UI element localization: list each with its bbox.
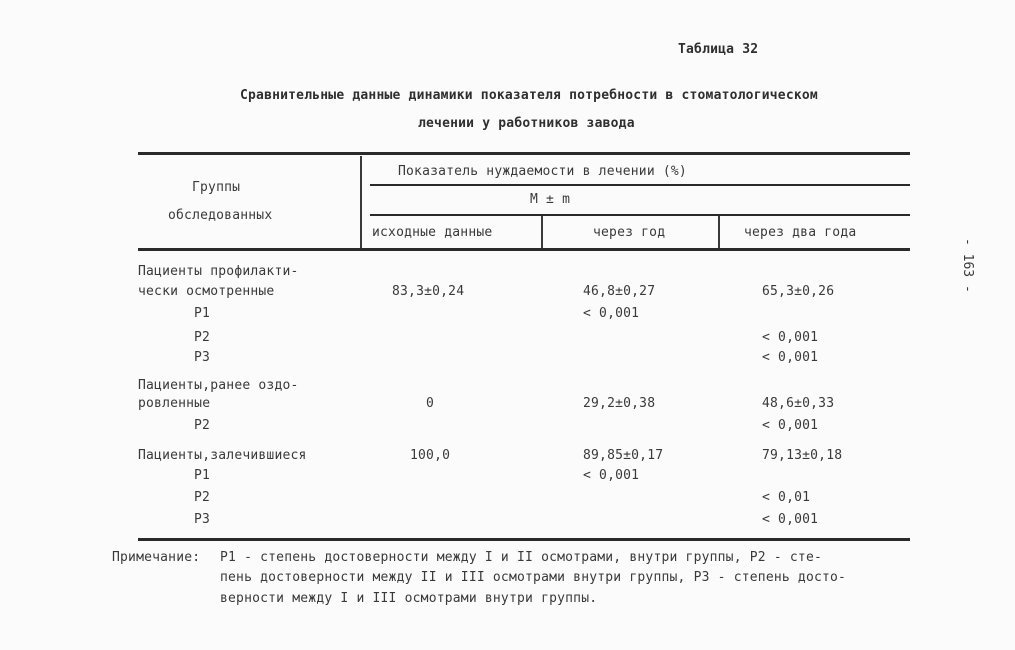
header-groups-line2: обследованных	[168, 208, 273, 223]
table-cell: 29,2±0,38	[583, 396, 656, 411]
table-cell: < 0,001	[762, 418, 819, 433]
row-label: P1	[194, 468, 211, 483]
column-divider-1	[541, 216, 543, 248]
table-cell: < 0,01	[762, 490, 811, 505]
header-index-title: Показатель нуждаемости в лечении (%)	[398, 164, 687, 179]
header-stat: М ± m	[530, 192, 571, 207]
note-line2: пень достоверности между II и III осмотрами внутри группы, P3 - степень досто-	[220, 570, 847, 585]
column-divider-2	[718, 216, 720, 248]
note-line3: верности между I и III осмотрами внутри группы.	[220, 591, 598, 606]
row-label: Пациенты профилакти-	[138, 264, 299, 279]
table-label: Таблица 32	[678, 42, 759, 57]
column-divider-groups	[360, 156, 362, 248]
note-lead: Примечание:	[112, 550, 201, 565]
table-cell: 46,8±0,27	[583, 284, 656, 299]
table-bottom-rule	[138, 538, 910, 541]
row-label: Пациенты,ранее оздо-	[138, 378, 299, 393]
table-cell: 65,3±0,26	[762, 284, 835, 299]
table-cell: < 0,001	[583, 468, 640, 483]
page-number: - 163 -	[960, 238, 975, 293]
header-bottom-rule	[138, 248, 910, 251]
row-label: ровленные	[138, 396, 211, 411]
header-col2: через год	[593, 225, 666, 240]
row-label: P3	[194, 350, 211, 365]
table-cell: 48,6±0,33	[762, 396, 835, 411]
table-title-line2: лечении у работников завода	[418, 116, 635, 131]
row-label: P1	[194, 306, 211, 321]
row-label: P2	[194, 330, 211, 345]
header-rule-stat	[370, 214, 910, 216]
row-label: P3	[194, 512, 211, 527]
row-label: P2	[194, 490, 211, 505]
row-label: Пациенты,залечившиеся	[138, 448, 307, 463]
row-label: P2	[194, 418, 211, 433]
table-cell: 79,13±0,18	[762, 448, 843, 463]
table-cell: < 0,001	[762, 350, 819, 365]
header-rule-index	[370, 184, 910, 186]
header-col1: исходные данные	[372, 225, 493, 240]
table-title-line1: Сравнительные данные динамики показателя потребности в стоматологическом	[240, 88, 818, 103]
header-col3: через два года	[744, 225, 857, 240]
note-line1: P1 - степень достоверности между I и II осмотрами, внутри группы, P2 - сте-	[220, 550, 822, 565]
row-label: чески осмотренные	[138, 284, 275, 299]
table-cell: 100,0	[410, 448, 451, 463]
table-top-rule	[138, 152, 910, 155]
table-cell: 89,85±0,17	[583, 448, 664, 463]
table-cell: < 0,001	[762, 330, 819, 345]
table-cell: 0	[426, 396, 435, 411]
table-cell: < 0,001	[762, 512, 819, 527]
header-groups-line1: Группы	[192, 180, 241, 195]
table-cell: 83,3±0,24	[392, 284, 465, 299]
table-cell: < 0,001	[583, 306, 640, 321]
